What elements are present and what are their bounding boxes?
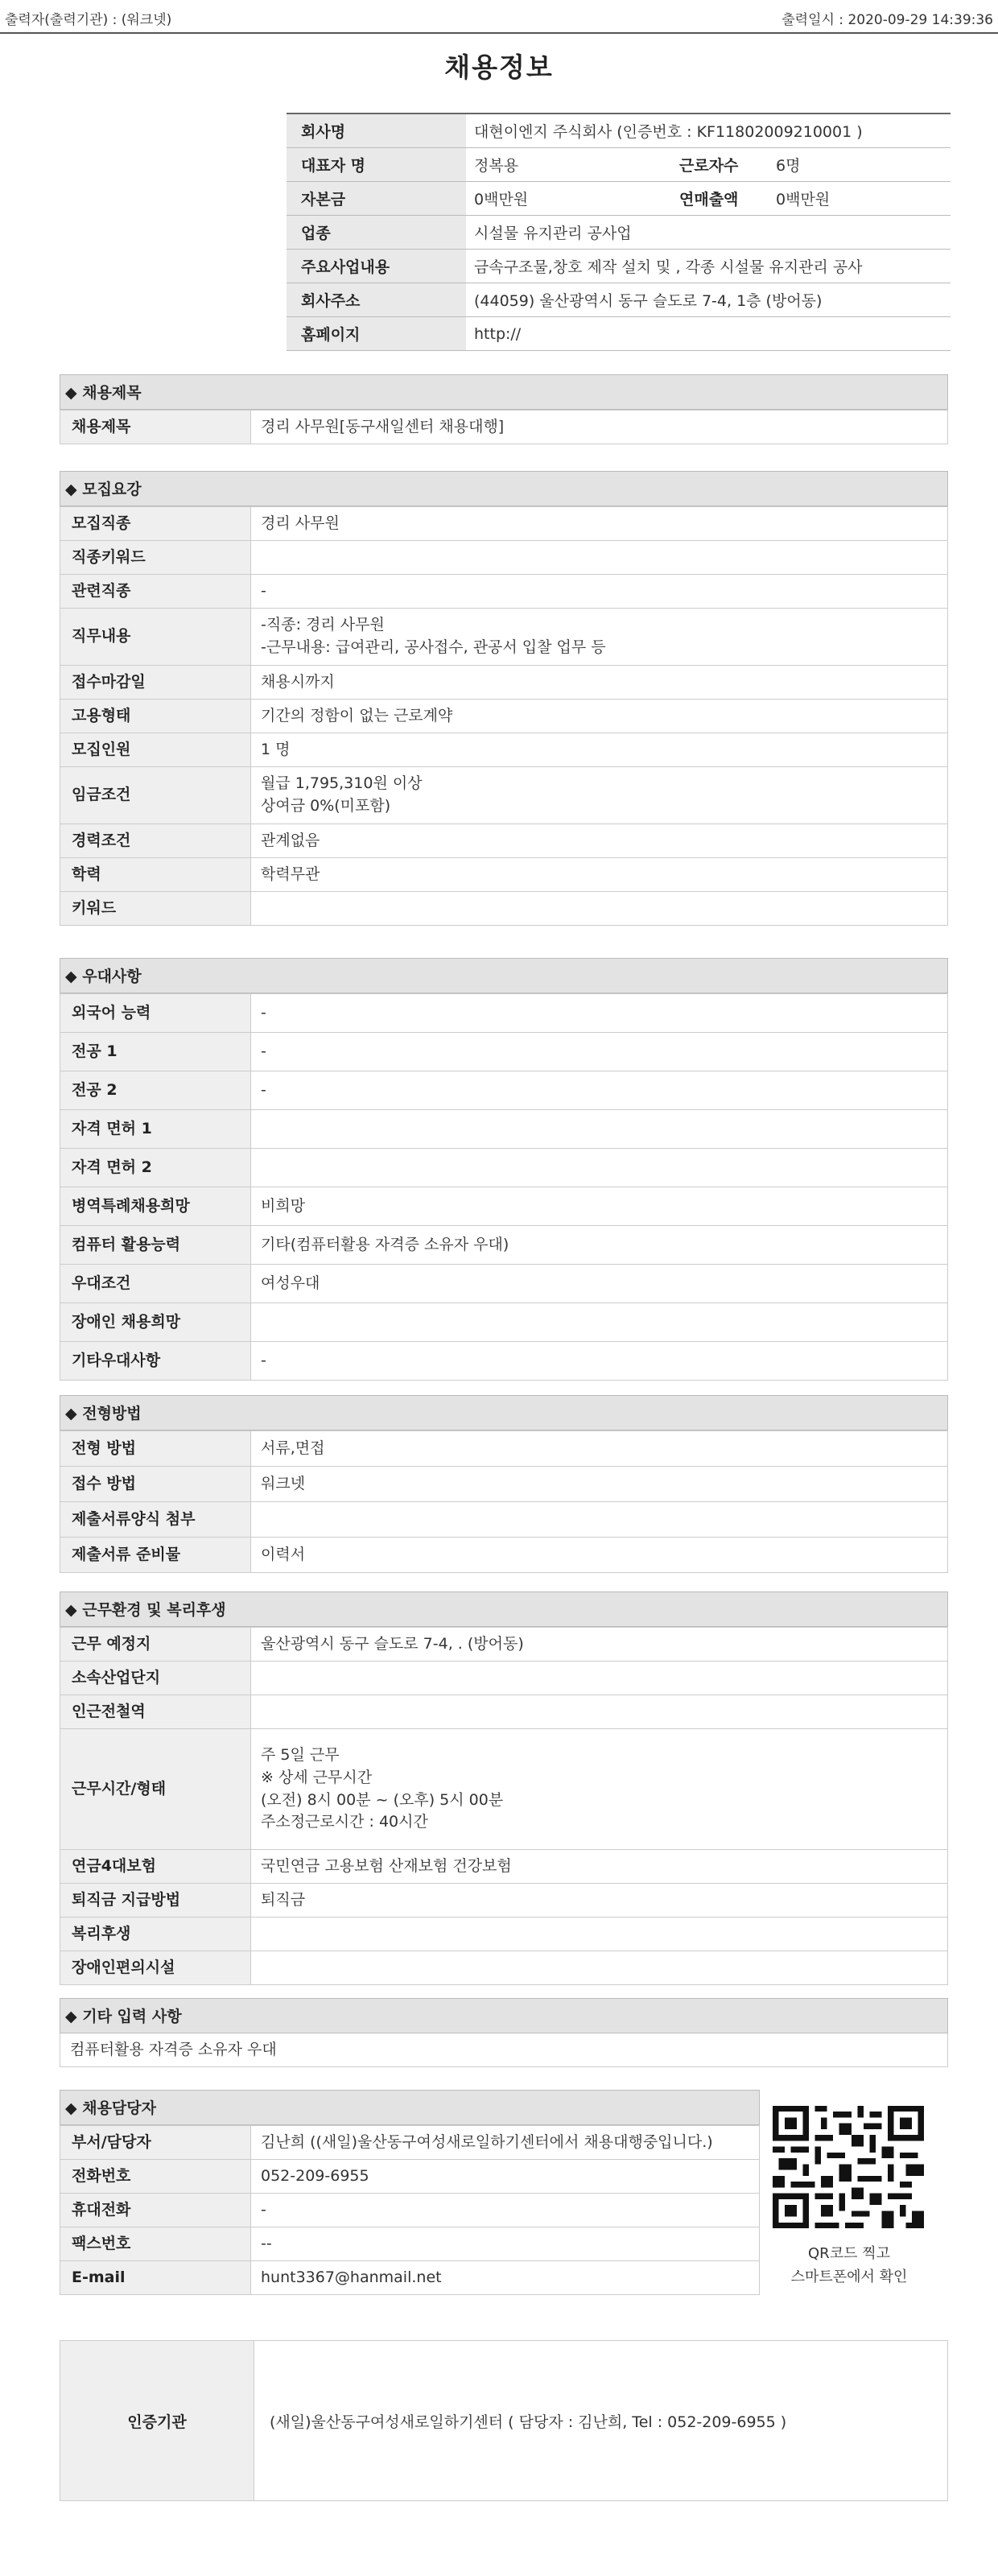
row-label: 복리후생 (60, 1918, 251, 1951)
row-value: 여성우대 (251, 1265, 948, 1303)
row-label: 학력 (60, 858, 251, 892)
row-label: 외국어 능력 (60, 994, 251, 1033)
wage-line-2: 상여금 0%(미포함) (261, 797, 391, 815)
phone-value: 052-209-6955 (251, 2160, 760, 2194)
row-label: 접수 방법 (60, 1467, 251, 1502)
capital-label: 자본금 (287, 182, 466, 216)
business-label: 주요사업내용 (287, 250, 466, 283)
selection-section (60, 1395, 948, 1573)
row-value: - (251, 994, 948, 1033)
section-heading: ◆ 전형방법 (60, 1395, 948, 1430)
row-label: 퇴직금 지급방법 (60, 1884, 251, 1918)
row-value (251, 892, 948, 926)
row-value: - (251, 575, 948, 609)
section-heading: ◆ 채용담당자 (60, 2090, 760, 2125)
row-label: E-mail (60, 2261, 251, 2295)
row-label: 소속산업단지 (60, 1662, 251, 1695)
row-value: 관계없음 (251, 824, 948, 858)
row-value (251, 1729, 948, 1850)
row-label: 근무 예정지 (60, 1628, 251, 1662)
qr-code-icon[interactable] (773, 2106, 924, 2228)
row-label: 직종키워드 (60, 541, 251, 575)
row-value: -- (251, 2227, 760, 2261)
row-label: 제출서류 준비물 (60, 1538, 251, 1573)
address-value: (44059) 울산광역시 동구 슬도로 7-4, 1층 (방어동) (466, 283, 951, 317)
row-value: 퇴직금 (251, 1884, 948, 1918)
row-value (251, 1695, 948, 1729)
section-heading: ◆ 근무환경 및 복리후생 (60, 1591, 948, 1627)
row-label: 직무내용 (60, 609, 251, 666)
row-label: 고용형태 (60, 700, 251, 733)
section-heading: ◆ 모집요강 (60, 471, 948, 506)
homepage-link[interactable]: http:// (466, 317, 951, 351)
hours-line-1: 주 5일 근무 (261, 1746, 340, 1765)
row-value: 김난희 ((새일)울산동구여성새로일하기센터에서 채용대행중입니다.) (251, 2126, 760, 2160)
preference-section (60, 958, 948, 1381)
row-label: 키워드 (60, 892, 251, 926)
row-label: 병역특례채용희망 (60, 1187, 251, 1226)
row-value (251, 1662, 948, 1695)
duty-line-2: -근무내용: 급여관리, 공사접수, 관공서 입찰 업무 등 (261, 638, 606, 656)
row-value: - (251, 2194, 760, 2227)
qr-caption (757, 2243, 942, 2289)
capital-value: 0백만원 (466, 182, 671, 216)
row-label: 전공 2 (60, 1071, 251, 1110)
row-value (251, 1303, 948, 1342)
row-label: 접수마감일 (60, 666, 251, 700)
company-name: 대현이엔지 주식회사 (인증번호 : KF11802009210001 ) (466, 114, 951, 148)
other-section (60, 1998, 948, 2067)
row-label: 기타우대사항 (60, 1342, 251, 1381)
row-value: - (251, 1342, 948, 1381)
row-label: 부서/담당자 (60, 2126, 251, 2160)
row-label: 임금조건 (60, 767, 251, 824)
section-heading: ◆ 우대사항 (60, 958, 948, 993)
row-label: 근무시간/형태 (60, 1729, 251, 1850)
row-value: - (251, 1033, 948, 1071)
job-title-label: 채용제목 (60, 411, 251, 444)
row-label: 인근전철역 (60, 1695, 251, 1729)
row-value: 기간의 정함이 없는 근로계약 (251, 700, 948, 733)
ceo-value: 정복용 (466, 148, 671, 182)
printer-info: 출력자(출력기관) : (워크넷) (5, 12, 172, 28)
sales-label: 연매출액 (671, 182, 768, 216)
environment-section (60, 1591, 948, 1985)
row-value: 비희망 (251, 1187, 948, 1226)
certification-box (60, 2340, 948, 2501)
row-label: 팩스번호 (60, 2227, 251, 2261)
staff-value: 6명 (768, 148, 951, 182)
row-value: - (251, 1071, 948, 1110)
row-value (251, 541, 948, 575)
hours-line-3: (오전) 8시 00분 ~ (오후) 5시 00분 (261, 1790, 504, 1809)
row-label: 관련직종 (60, 575, 251, 609)
row-value (251, 1149, 948, 1187)
row-label: 장애인편의시설 (60, 1951, 251, 1985)
row-label: 장애인 채용희망 (60, 1303, 251, 1342)
sales-value: 0백만원 (768, 182, 951, 216)
duty-line-1: -직종: 경리 사무원 (261, 616, 385, 634)
row-label: 자격 면허 2 (60, 1149, 251, 1187)
hours-line-4: 주소정근로시간 : 40시간 (261, 1813, 428, 1831)
ceo-label: 대표자 명 (287, 148, 466, 182)
row-value: 국민연금 고용보험 산재보험 건강보험 (251, 1850, 948, 1884)
section-heading: ◆ 기타 입력 사항 (60, 1998, 948, 2033)
business-value: 금속구조물,창호 제작 설치 및 , 각종 시설물 유지관리 공사 (466, 250, 951, 283)
homepage-label: 홈페이지 (287, 317, 466, 351)
industry-label: 업종 (287, 216, 466, 250)
row-value: 이력서 (251, 1538, 948, 1573)
row-label: 휴대전화 (60, 2194, 251, 2227)
row-value: 학력무관 (251, 858, 948, 892)
row-value (251, 1951, 948, 1985)
row-value (251, 1110, 948, 1149)
row-label: 우대조건 (60, 1265, 251, 1303)
row-label: 전형 방법 (60, 1431, 251, 1467)
row-value (251, 1918, 948, 1951)
row-label: 자격 면허 1 (60, 1110, 251, 1149)
row-label: 컴퓨터 활용능력 (60, 1226, 251, 1265)
cert-value: (새일)울산동구여성새로일하기센터 ( 담당자 : 김난희, Tel : 052-209-6955 ) (270, 2413, 787, 2431)
job-title-value: 경리 사무원[동구새일센터 채용대행] (251, 411, 948, 444)
section-heading: ◆ 채용제목 (60, 374, 948, 410)
other-value: 컴퓨터활용 자격증 소유자 우대 (60, 2033, 948, 2067)
company-info-table (287, 113, 951, 351)
row-value: 울산광역시 동구 슬도로 7-4, . (방어동) (251, 1628, 948, 1662)
row-label: 전공 1 (60, 1033, 251, 1071)
print-date: 출력일시 : 2020-09-29 14:39:36 (781, 12, 993, 28)
manager-section (60, 2090, 760, 2295)
row-value: 기타(컴퓨터활용 자격증 소유자 우대) (251, 1226, 948, 1265)
row-value: 1 명 (251, 733, 948, 767)
print-header (0, 0, 998, 34)
row-label: 모집인원 (60, 733, 251, 767)
row-label: 연금4대보험 (60, 1850, 251, 1884)
qr-caption-line-2: 스마트폰에서 확인 (790, 2268, 908, 2285)
qr-caption-line-1: QR코드 찍고 (808, 2245, 890, 2262)
row-value (251, 1502, 948, 1538)
email-link[interactable]: hunt3367@hanmail.net (251, 2261, 760, 2295)
row-label: 제출서류양식 첨부 (60, 1502, 251, 1538)
row-value (251, 767, 948, 824)
hours-line-2: ※ 상세 근무시간 (261, 1768, 373, 1786)
staff-label: 근로자수 (671, 148, 768, 182)
row-value: 경리 사무원 (251, 507, 948, 541)
cert-label: 인증기관 (60, 2341, 254, 2500)
industry-value: 시설물 유지관리 공사업 (466, 216, 951, 250)
row-label: 모집직종 (60, 507, 251, 541)
company-name-label: 회사명 (287, 114, 466, 148)
page-title: 채용정보 (444, 52, 554, 83)
row-value: 워크넷 (251, 1467, 948, 1502)
row-label: 경력조건 (60, 824, 251, 858)
row-value: 서류,면접 (251, 1431, 948, 1467)
job-title-section (60, 374, 948, 444)
row-value (251, 609, 948, 666)
row-value: 채용시까지 (251, 666, 948, 700)
wage-line-1: 월급 1,795,310원 이상 (261, 774, 423, 793)
recruit-section (60, 471, 948, 926)
address-label: 회사주소 (287, 283, 466, 317)
row-label: 전화번호 (60, 2160, 251, 2194)
